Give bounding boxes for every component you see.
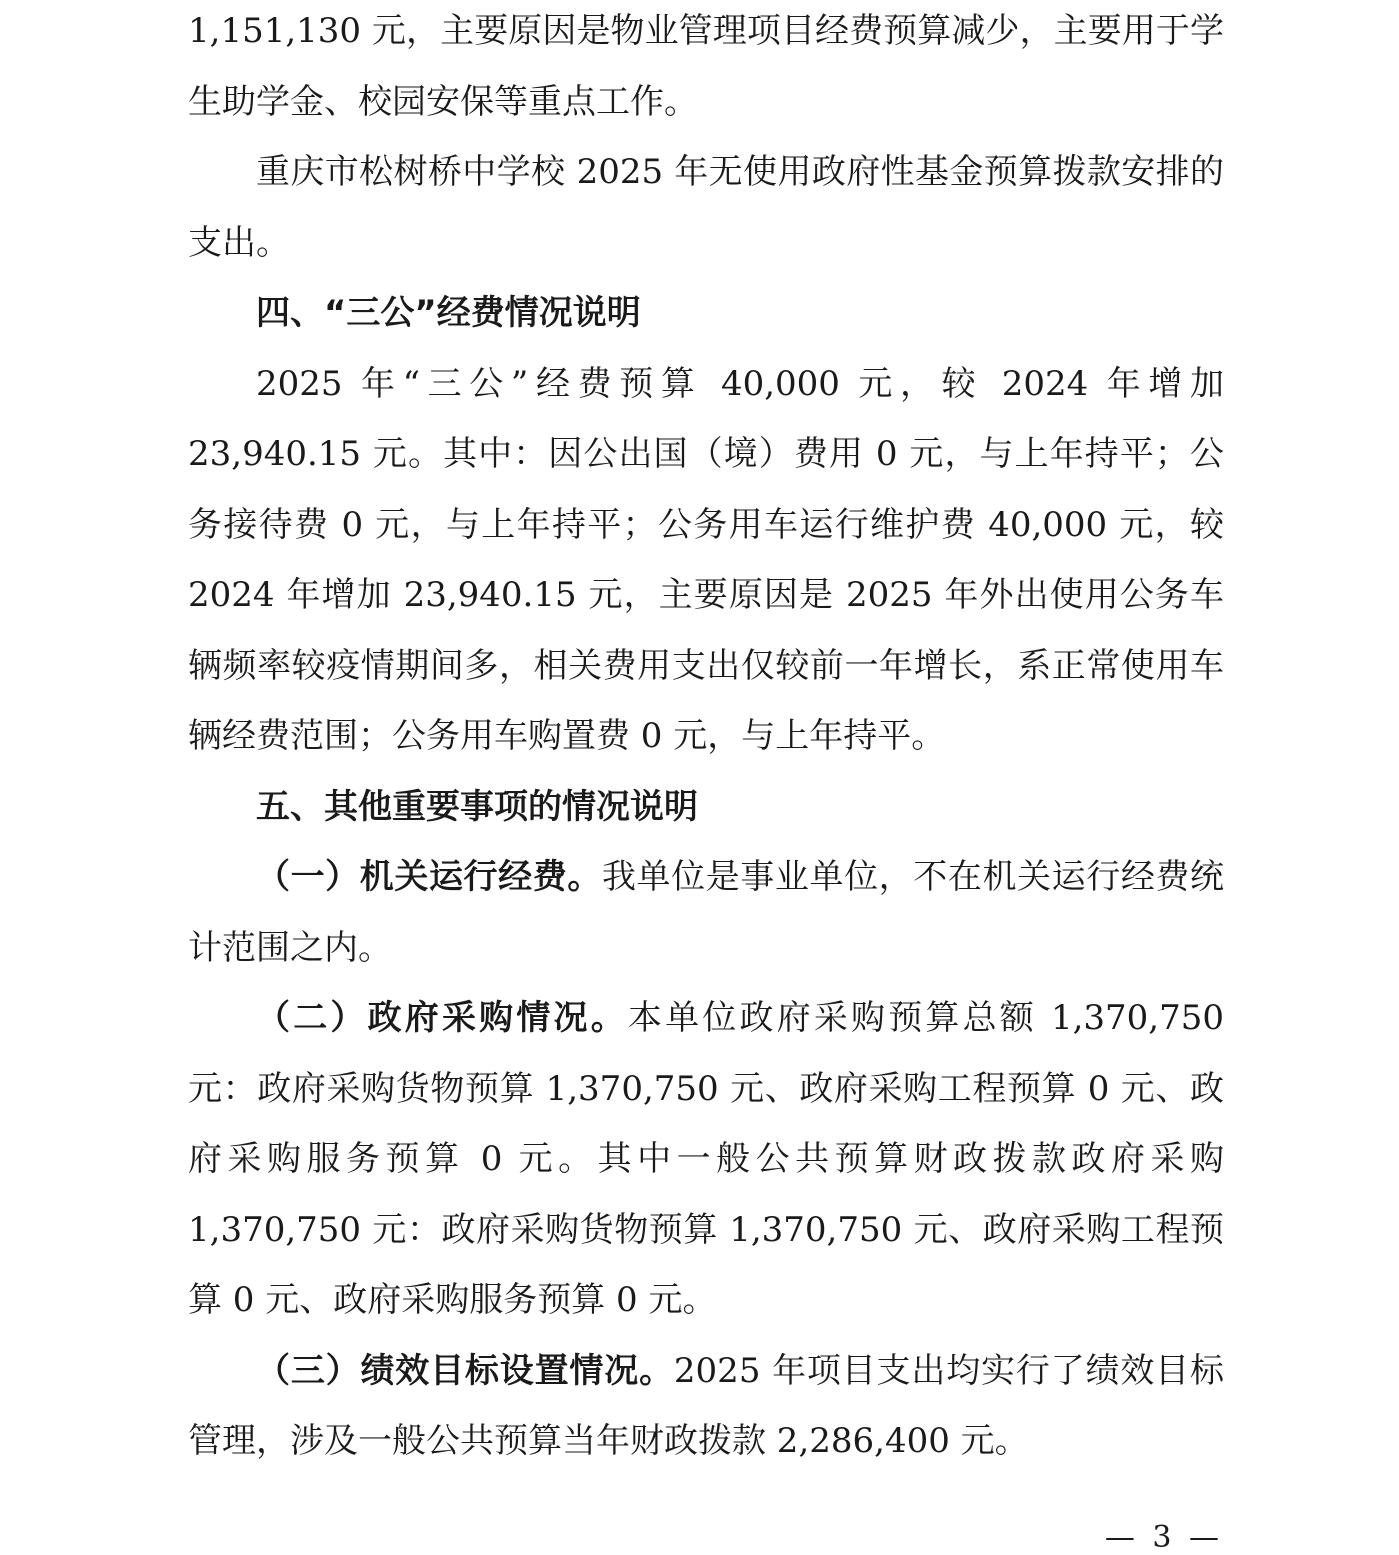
lead-performance: （三）绩效目标设置情况。 [256, 1350, 674, 1391]
section-heading-other-matters: 五、其他重要事项的情况说明 [256, 786, 698, 827]
paragraph-three-public: 2025 年“三公”经费预算 40,000 元，较 2024 年增加23,940.15 元。其中：因公出国（境）费用 0 元，与上年持平；公务接待费 0 元，与上年持平；公务用车运行维护费 40,000 元，较2024 年增加 23,940.15 元，主要原因是 2025 年外出使用公务车辆频率较疫情期间多，相关费用支出仅较前一年增长，系正常使用车辆经费范围；公务用车购置费 0 元，与上年持平。 [188, 363, 1224, 756]
paragraph-fund-budget: 重庆市松树桥中学校 2025 年无使用政府性基金预算拨款安排的支出。 [188, 152, 1224, 263]
document-body [188, 0, 1224, 1477]
lead-procurement: （二）政府采购情况。 [256, 998, 628, 1038]
lead-operating-funds: （一）机关运行经费。 [256, 857, 602, 897]
paragraph-procurement [188, 983, 1224, 1336]
paragraph-operating-funds [188, 842, 1224, 983]
body-procurement: 本单位政府采购预算总额 1,370,750 元：政府采购货物预算 1,370,750 元、政府采购工程预算 0 元、政府采购服务预算 0 元。其中一般公共预算财政拨款政府采购1,370,750 元：政府采购货物预算 1,370,750 元、政府采购工程预算 0 元、政府采购服务预算 0 元。 [188, 998, 1224, 1320]
body-operating-funds: 我单位是事业单位，不在机关运行经费统计范围之内。 [188, 857, 1225, 968]
paragraph-continued: 1,151,130 元，主要原因是物业管理项目经费预算减少，主要用于学生助学金、校园安保等重点工作。 [188, 11, 1224, 122]
page-number: — 3 — [1104, 1520, 1223, 1555]
paragraph-performance [188, 1336, 1224, 1477]
section-heading-three-public: 四、“三公”经费情况说明 [256, 293, 641, 333]
body-performance: 2025 年项目支出均实行了绩效目标管理，涉及一般公共预算当年财政拨款 2,286,400 元。 [188, 1350, 1224, 1461]
